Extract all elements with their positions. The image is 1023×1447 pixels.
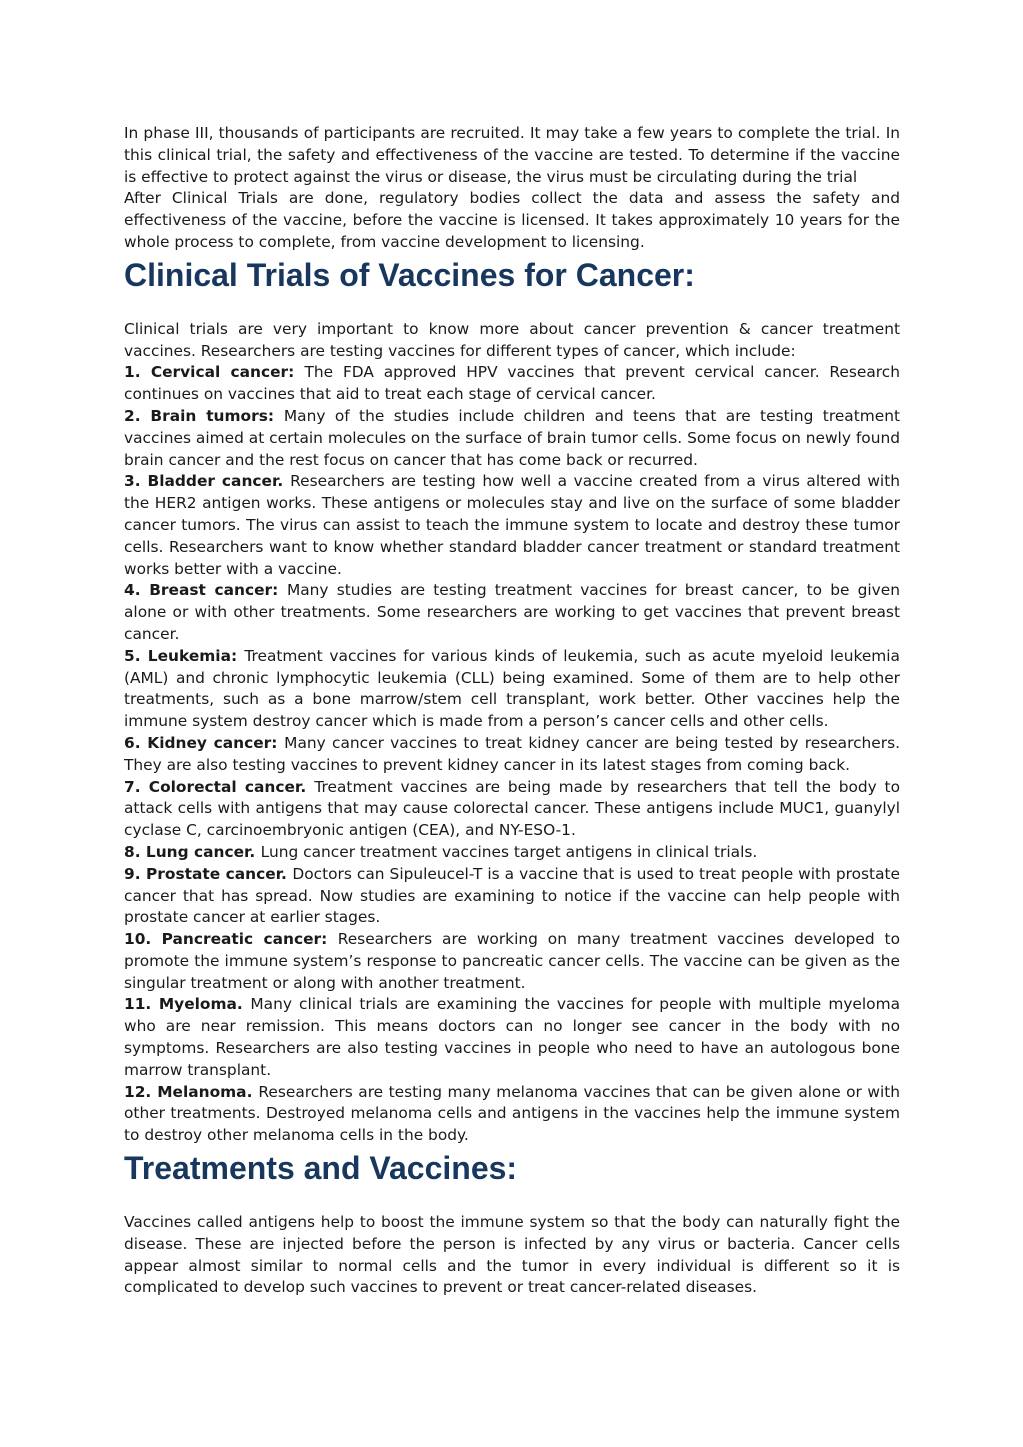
list-item-lung [124,842,900,864]
list-item-myeloma [124,994,900,1081]
item-text: Many clinical trials are examining the vaccines for people with multiple myeloma who are near remission. This means doctors can no longer see cancer in the body with no symptoms. Researchers are also testing vaccines in people who need to have an autologous bone marrow transplant. [124,995,901,1079]
list-item-cervical [124,362,900,406]
item-label: 2. Brain tumors: [124,406,275,425]
list-item-prostate [124,864,900,929]
item-label: 7. Colorectal cancer. [124,777,307,796]
paragraph-phase-three: In phase III, thousands of participants are recruited. It may take a few years to complete the trial. In this clinical trial, the safety and effectiveness of the vaccine are tested. To determine if the vaccine is effective to protect against the virus or disease, the virus must be circulating during the trial [124,124,900,186]
item-text: Lung cancer treatment vaccines target antigens in clinical trials. [260,842,758,861]
item-label: 8. Lung cancer. [124,842,256,861]
item-text: Treatment vaccines for various kinds of leukemia, such as acute myeloid leukemia (AML) and chronic lymphocytic leukemia (CLL) being examined. Some of them are to help other treatments, such as a bone marrow/stem cell transplant, work better. Other vaccines help the immune system destroy cancer which is made from a person’s cancer cells and other cells. [124,646,900,731]
list-item-breast [124,580,900,645]
item-text: Doctors can Sipuleucel-T is a vaccine that is used to treat people with prostate cancer that has spread. Now studies are examining to notice if the vaccine can help people with prostate cancer at earlier stages. [124,864,901,927]
item-text: Many studies are testing treatment vaccines for breast cancer, to be given alone or with other treatments. Some researchers are working to get vaccines that prevent breast cancer. [124,581,900,643]
item-text: Many of the studies include children and teens that are testing treatment vaccines aimed at certain molecules on the surface of brain tumor cells. Some focus on newly found brain cancer and the rest focus on cancer that has come back or recurred. [124,406,901,469]
paragraph-after-trials: After Clinical Trials are done, regulatory bodies collect the data and assess the safety and effectiveness of the vaccine, before the vaccine is licensed. It takes approximately 10 years for the whole process to complete, from vaccine development to licensing. [124,189,900,251]
heading-clinical-trials: Clinical Trials of Vaccines for Cancer: [124,256,695,293]
document-page [124,123,900,1299]
heading-treatments-vaccines: Treatments and Vaccines: [124,1150,518,1187]
item-label: 1. Cervical cancer: [124,363,295,382]
item-label: 4. Breast cancer: [124,581,279,600]
item-text: Researchers are testing how well a vaccine created from a virus altered with the HER2 antigen works. These antigens or molecules stay and live on the surface of some bladder cancer tumors. The virus can assist to teach the immune system to locate and destroy these tumor cells. Researchers want to know whether standard bladder cancer treatment or standard treatment works better with a vaccine. [124,472,900,578]
list-item-leukemia [124,646,900,733]
item-label: 12. Melanoma. [124,1082,253,1101]
item-label: 11. Myeloma. [124,995,243,1014]
paragraph-treatments: Vaccines called antigens help to boost the immune system so that the body can naturally fight the disease. These are injected before the person is infected by any virus or bacteria. Cancer cells appear almost similar to normal cells and the tumor in every individual is different so it is complicated to develop such vaccines to prevent or treat cancer-related diseases. [124,1213,900,1297]
item-label: 9. Prostate cancer. [124,864,287,883]
list-item-colorectal [124,777,900,842]
item-label: 10. Pancreatic cancer: [124,930,328,949]
paragraph-clinical-intro: Clinical trials are very important to know more about cancer prevention & cancer treatment vaccines. Researchers are testing vaccines for different types of cancer, which include: [124,319,900,360]
item-text: The FDA approved HPV vaccines that prevent cervical cancer. Research continues on vaccines that aid to treat each stage of cervical cancer. [124,363,900,404]
list-item-kidney [124,733,900,777]
item-text: Researchers are working on many treatment vaccines developed to promote the immune system’s response to pancreatic cancer cells. The vaccine can be given as the singular treatment or along with another treatment. [124,930,901,992]
list-item-pancreatic [124,929,900,994]
list-item-bladder [124,471,900,580]
list-item-brain [124,406,900,471]
item-text: Many cancer vaccines to treat kidney cancer are being tested by researchers. They are also testing vaccines to prevent kidney cancer in its latest stages from coming back. [124,733,900,774]
item-label: 3. Bladder cancer. [124,472,284,491]
item-label: 5. Leukemia: [124,646,238,665]
list-item-melanoma [124,1082,900,1147]
item-label: 6. Kidney cancer: [124,733,278,752]
item-text: Treatment vaccines are being made by researchers that tell the body to attack cells with antigens that may cause colorectal cancer. These antigens include MUC1, guanylyl cyclase C, carcinoembryonic antigen (CEA), and NY-ESO-1. [124,777,900,840]
item-text: Researchers are testing many melanoma vaccines that can be given alone or with other treatments. Destroyed melanoma cells and antigens in the vaccines help the immune system to destroy other melanoma cells in the body. [124,1082,901,1145]
